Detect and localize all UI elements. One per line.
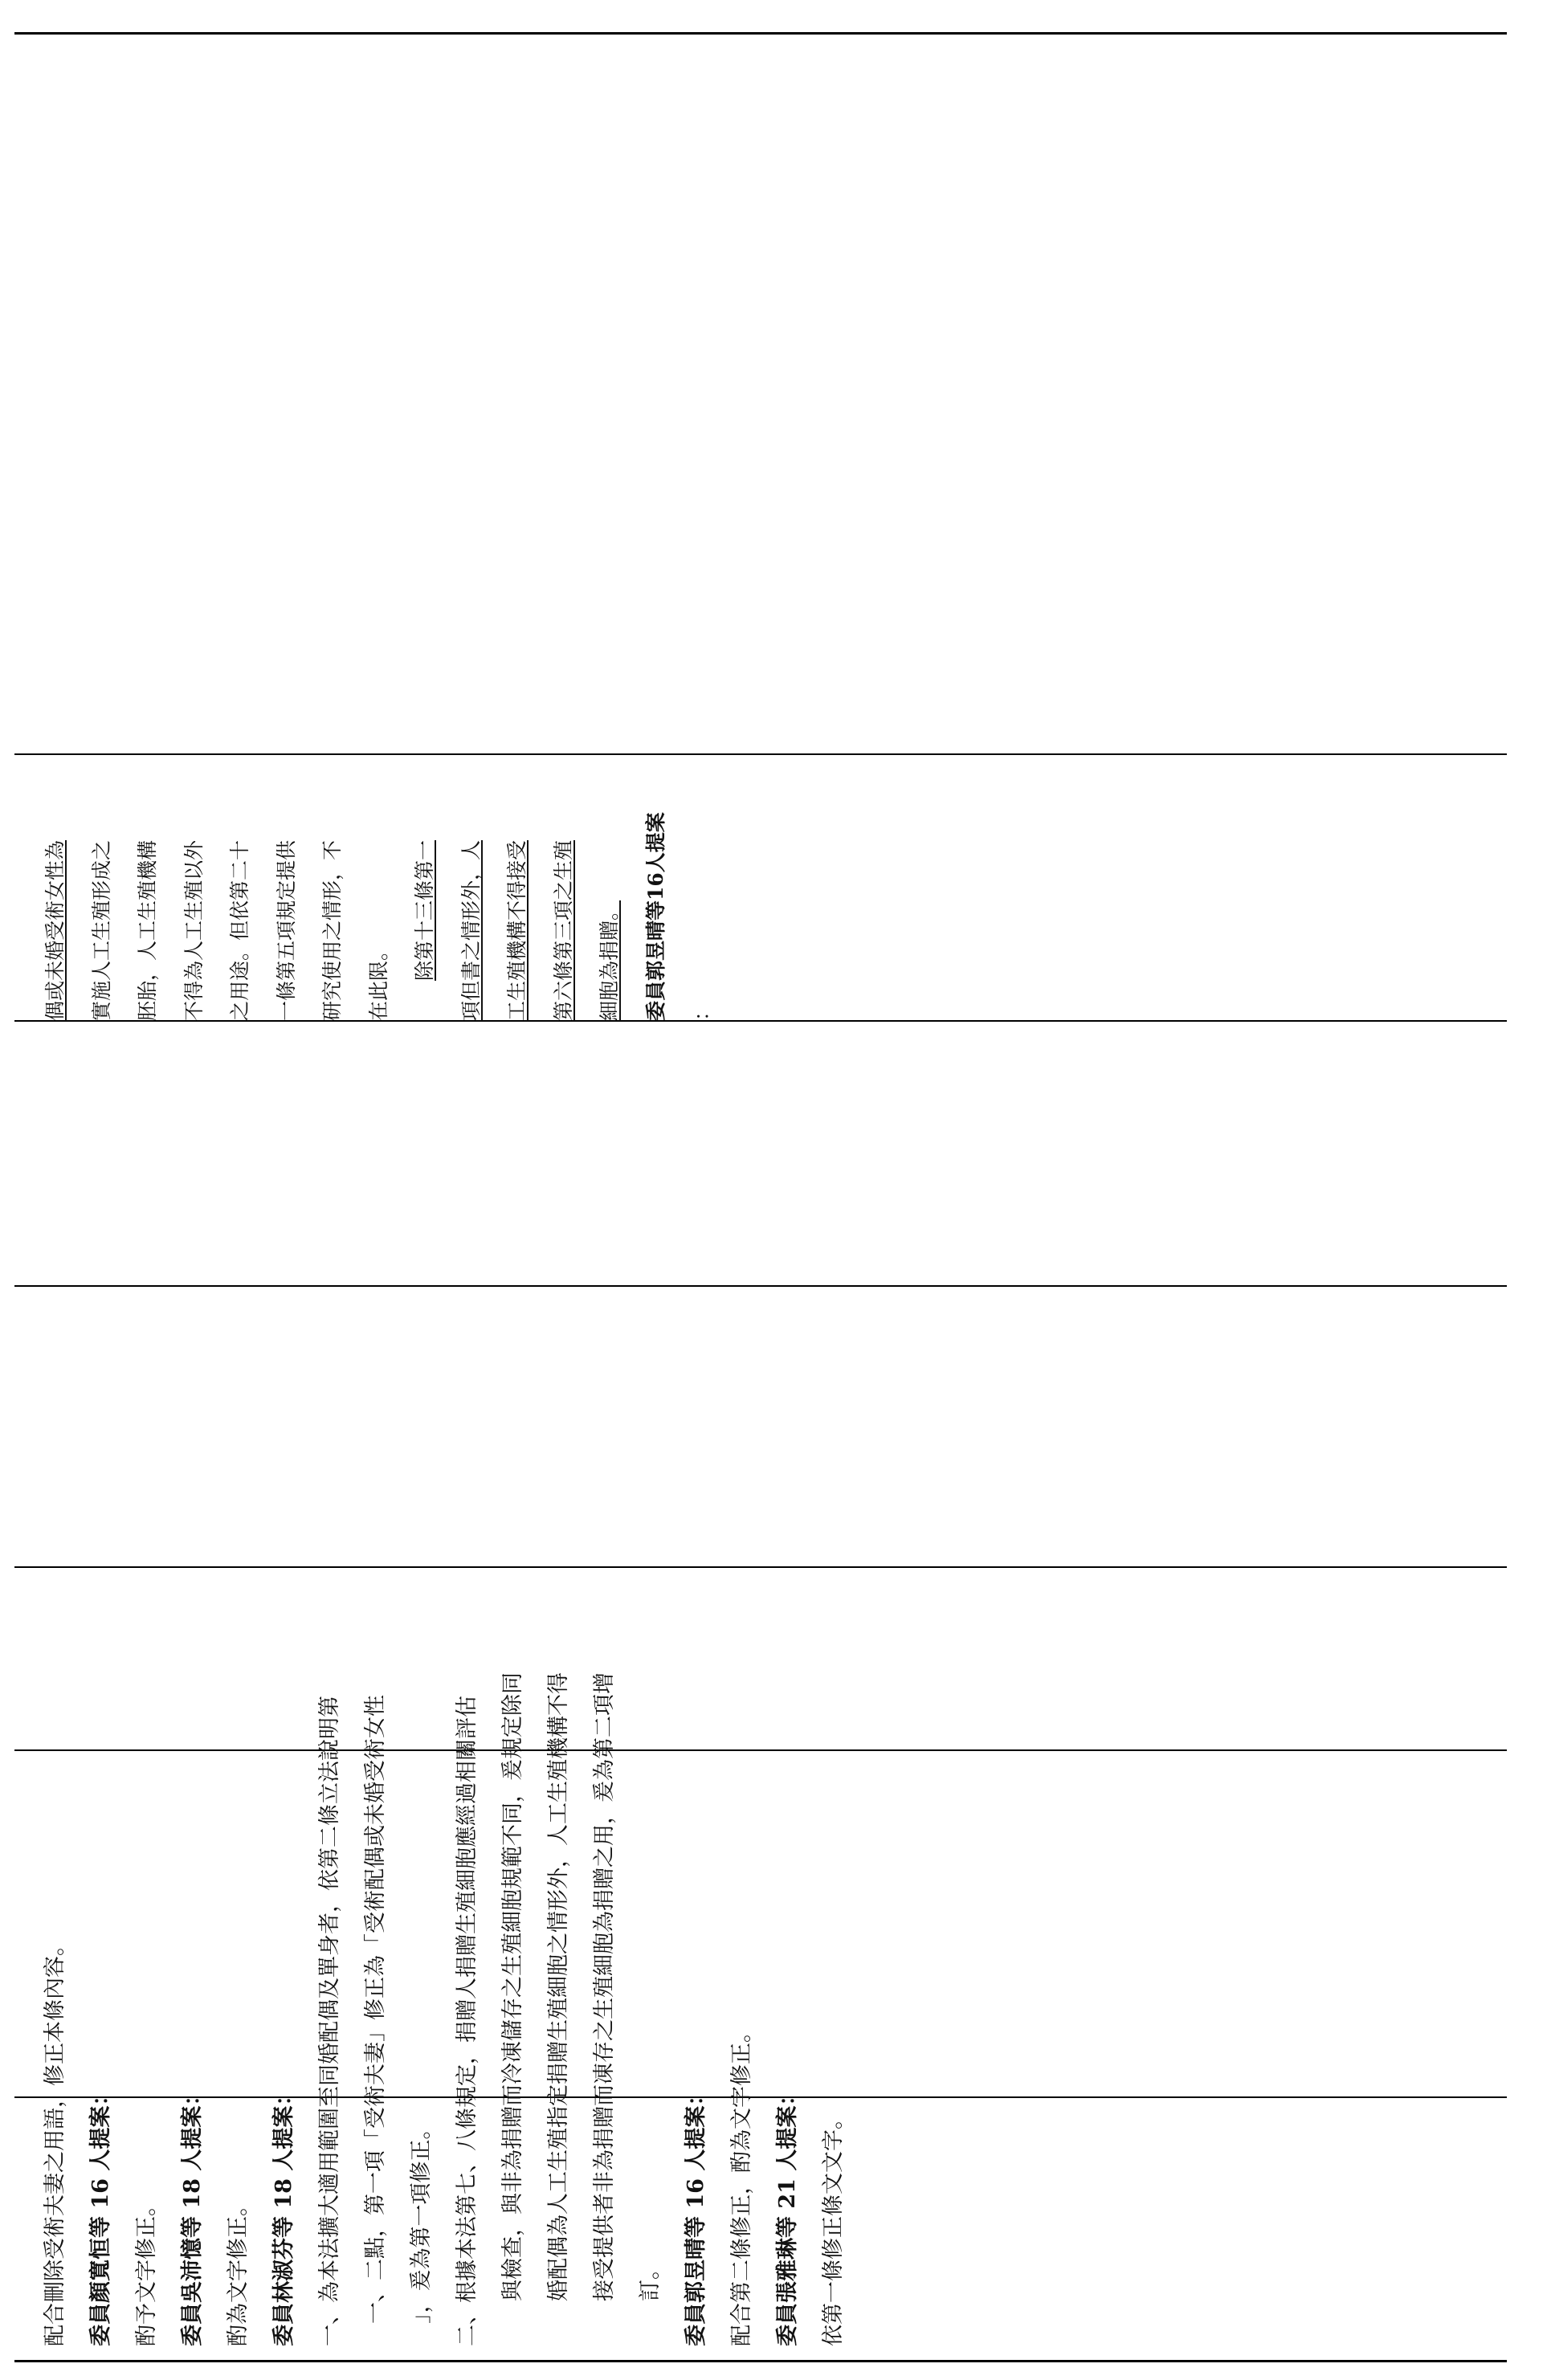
text-line: 偶或未婚受術女性為 [43,839,67,1021]
proposer-heading: 委員郭昱晴等16人提案 [643,812,667,1021]
explanation-line: 酌為文字修正。 [226,2194,251,2346]
explanation-line: 酌予文字修正。 [134,2194,159,2346]
article-column-d [32,764,725,1021]
text-line: 除第十三條第一 [413,839,436,981]
explanation-line: 二、根據本法第七、八條規定，捐贈人捐贈生殖細胞應經過相關評估 [455,1696,480,2346]
proposer-heading: 委員吳沛憶等 18 人提案： [180,2084,205,2346]
explanation-line: 與檢查，與非為捐贈而冷凍儲存之生殖細胞規範不同，爰規定除同 [500,1672,525,2301]
explanation-line: 依第一條修正條文文字。 [821,2108,846,2346]
text-line: 項但書之情形外，人 [459,839,483,1021]
text-line: 不得為人工生殖以外 [182,839,206,1021]
explanation-line: 訂。 [638,2258,663,2301]
explanation-line: 配合刪除受術夫妻之用語，修正本條內容。 [43,1934,67,2346]
explanation-line: 接受提供者非為捐贈而凍存之生殖細胞為捐贈之用，爰為第二項增 [592,1672,617,2301]
text-line: 之用途。但依第二十 [228,839,251,1021]
proposer-heading: 委員張雅琳等 21 人提案： [775,2084,800,2346]
text-line: ： [690,1000,713,1021]
text-line: 細胞為捐贈。 [598,900,621,1021]
text-line: 研究使用之情形，不 [320,839,344,1021]
proposer-heading: 委員顏寬恒等 16 人提案： [88,2084,113,2346]
explanation-line: 婚配偶為人工生殖指定捐贈生殖細胞之情形外，人工生殖機構不得 [546,1672,571,2301]
text-line: 胚胎，人工生殖機構 [136,839,159,1021]
text-line: 工生殖機構不得接受 [505,839,529,1021]
proposer-heading: 委員林淑芬等 18 人提案： [271,2084,296,2346]
text-line: 實施人工生殖形成之 [89,839,113,1021]
explanation-block [32,1639,856,2346]
proposer-heading: 委員郭昱晴等 16 人提案： [684,2084,708,2346]
explanation-line: 」，爰為第一項修正。 [409,2117,434,2324]
explanation-line: 配合第二條修正，酌為文字修正。 [729,2021,754,2346]
text-line: 在此限。 [366,940,390,1021]
explanation-line: 一、二點，第一項「受術夫妻」修正為「受術配偶或未婚受術女性 [363,1695,388,2324]
text-line: 第六條第三項之生殖 [551,839,575,1021]
explanation-line: 一、為本法擴大適用範圍至同婚配偶及單身者，依第二條立法說明第 [317,1696,342,2346]
text-line: 一條第五項規定提供 [274,839,298,1021]
